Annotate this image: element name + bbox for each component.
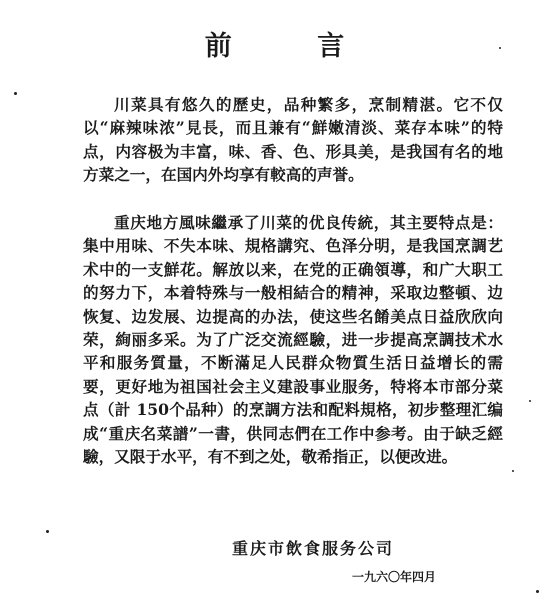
- page-title: 前 言: [204, 31, 383, 62]
- paragraph-chongqing-cuisine: 重庆地方風味繼承了川菜的优良传統，其主要特点是：集中用味、不失本味、規格講究、色泽分明，是我国烹調艺术中的一支鮮花。解放以来，在党的正确領導，和广大职工的努力下，本着特殊与一般相結合的精神，采取边整頓、边恢复、边发展、边提高的办法，使这些名餚美点日益欣欣向荣，絢丽多采。为了广泛交流經驗，进一步提高烹調技术水平和服务質量，不断滿足人民群众物質生活日益增长的需要，更好地为祖国社会主义建設事业服务，特将本市部分菜点（計 150个品种）的烹調方法和配料規格，初步整理汇编成“重庆名菜譜”一書，供同志們在工作中参考。由于缺乏經驗，又限于水平，有不到之处，敬希指正，以便改进。: [83, 213, 503, 467]
- scan-speck: [46, 530, 49, 533]
- scan-speck: [512, 470, 514, 472]
- scan-speck: [536, 590, 539, 593]
- signature-organization: 重庆市飲食服务公司: [232, 539, 395, 558]
- paragraph-history: 川菜具有悠久的歷史，品种繁多，烹制精湛。它不仅以“麻辣味浓”見長，而且兼有“鮮嫩清淡、菜存本味”的特点，内容极为丰富，味、香、色、形具美，是我国有名的地方菜之一，在国内外均享有較高的声誉。: [83, 95, 503, 185]
- scan-speck: [499, 47, 501, 49]
- scan-speck: [529, 400, 531, 402]
- signature-date: 一九六〇年四月: [352, 570, 437, 584]
- scan-speck: [14, 92, 17, 95]
